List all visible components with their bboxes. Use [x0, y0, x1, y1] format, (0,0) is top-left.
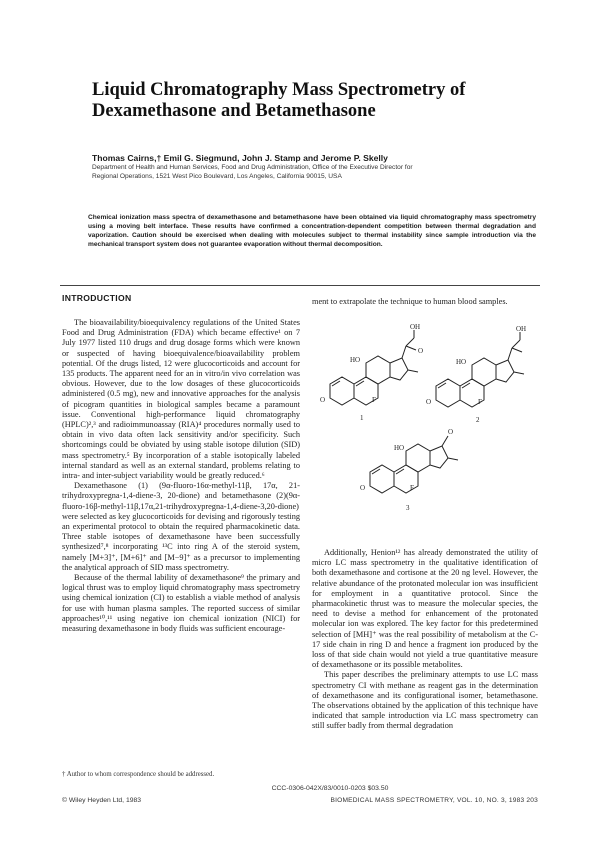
- copyright: © Wiley Heyden Ltd, 1983: [62, 797, 142, 804]
- structure-label-2: 2: [476, 416, 480, 424]
- ho-label: HO: [456, 358, 467, 366]
- left-column: [62, 318, 300, 770]
- paragraph: The bioavailability/bioequivalency regulations of the United States Food and Drug Administration (FDA) which became effective¹ on 7 July 1977 listed 110 drugs and drug dosage forms which were known or suspected of having bioequivalence/bioavailability problem potential. Of the drugs listed, 12 were glucocorticoids and account for 135 products. The apparent need for an in vitro/in vivo correlation was obvious. However, due to the low dosages of these glucocorticoids administered (0.5 mg), new and innovative approaches for the analysis of picogram quantities in biological samples became a paramount issue. Conventional high-performance liquid chromatography (HPLC)²,³ and radioimmunoassay (RIA)⁴ procedures normally used to obtain in vivo data often lack sensitivity and/or specificity. Such shortcomings could be obviated by using stable isotope dilution (SID) mass spectrometry.⁵ By incorporation of a stable isotopically labeled internal standard as well as an external standard, problems relating to intra- and inter-subject variability would be greatly reduced.⁶: [62, 318, 300, 481]
- f-label: F: [478, 398, 482, 406]
- section-rule: [60, 285, 540, 286]
- ho-label: HO: [350, 356, 361, 364]
- section-heading: INTRODUCTION: [62, 293, 132, 303]
- o-label: O: [320, 396, 326, 404]
- o-label: O: [448, 428, 454, 436]
- right-column-bottom: [312, 548, 538, 786]
- title-line-2: Dexamethasone and Betamethasone: [92, 101, 376, 121]
- affiliation-line-2: Regional Operations, 1521 West Pico Boulevard, Los Angeles, California 90015, USA: [92, 172, 342, 180]
- title-line-1: Liquid Chromatography Mass Spectrometry of: [92, 80, 466, 100]
- author-list: Thomas Cairns,† Emil G. Siegmund, John J. Stamp and Jerome P. Skelly: [92, 153, 388, 163]
- f-label: F: [410, 484, 414, 492]
- o-label: O: [426, 398, 432, 406]
- ring-c: [366, 356, 390, 384]
- ho-label: HO: [394, 444, 405, 452]
- affiliation-line-1: Department of Health and Human Services, Food and Drug Administration, Office of the Executive Director for: [92, 164, 413, 171]
- affiliation: [92, 164, 532, 181]
- right-column-top: [312, 297, 538, 307]
- footnote: † Author to whom correspondence should be addressed.: [62, 771, 215, 778]
- oh-label: OH: [516, 325, 527, 333]
- steroid-structures-figure: [310, 322, 542, 534]
- structure-betamethasone: [436, 332, 524, 407]
- structure-label-1: 1: [360, 414, 364, 422]
- ccc-code: CCC-0306-042X/83/0010-0203 $03.50: [271, 785, 389, 792]
- abstract: Chemical ionization mass spectra of dexamethasone and betamethasone have been obtained via liquid chromatography mass spectrometry using a moving belt interface. These results have confirmed a concentration-dependent competition between thermal degradation and vaporization. Caution should be exercised when dealing with molecules subject to thermal instability since sample introduction via the mechanical transport system does not guarantee evaporation without thermal decomposition.: [88, 214, 536, 248]
- f-label: F: [372, 396, 376, 404]
- paragraph-continued: ment to extrapolate the technique to human blood samples.: [312, 297, 508, 306]
- structure-label-3: 3: [406, 504, 410, 512]
- structure-3: [370, 436, 458, 493]
- structure-dexamethasone: [330, 330, 418, 405]
- article-title: [92, 80, 532, 122]
- ring-a: [330, 377, 354, 405]
- paragraph: Dexamethasone (1) (9α-fluoro-16α-methyl-11β, 17α, 21-trihydroxypregna-1,4-diene-3, 20-dione) and betamethasone (2)(9α-fluoro-16β-methyl-11β,17α,21-trihydroxypregna-1,4-diene-3,20-dione) were selected as key glucocorticoids for devising and rigorously testing an experimental protocol to obtain the required pharmacokinetic data. Three stable isotopes of dexamethasone have been successfully synthesized⁷,⁸ incorporating ¹³C into ring A of the steroid system, namely [M+3]⁺, [M+6]⁺ and [M−9]⁺ as a precursor to implementing the analytical approach of SID mass spectrometry.: [62, 481, 300, 572]
- paragraph: Because of the thermal lability of dexamethasone⁹ the primary and logical thrust was to employ liquid chromatography mass spectrometry using chemical ionization (CI) to establish a viable method of analysis for use with human plasma samples. The reported success of similar approaches¹⁰,¹¹ using negative ion chemical ionization (NICI) for measuring dexamethasone in body fluids was sufficient encourage-: [62, 573, 300, 634]
- journal-footer: BIOMEDICAL MASS SPECTROMETRY, VOL. 10, NO. 3, 1983 203: [330, 797, 538, 804]
- paragraph: This paper describes the preliminary attempts to use LC mass spectrometry CI with methane as reagent gas in the determination of dexamethasone and its configurational isomer, betamethasone. The observations obtained by the application of this technique have indicated that sample introduction via LC mass spectrometry can still suffer badly from thermal degradation: [312, 670, 538, 731]
- o-label: O: [418, 347, 424, 355]
- oh-label: OH: [410, 323, 421, 331]
- ring-d: [390, 358, 408, 380]
- paragraph: Additionally, Henion¹² has already demonstrated the utility of micro LC mass spectrometry in the qualitative identification of both dexamethasone and cortisone at the 20 ng level. However, the relative abundance of the protonated molecular ion was insufficient for employment in a quantitative protocol. Since the pharmacokinetic thrust was to measure the molecular species, the need to devise a method for enhancement of the protonated molecular ion was explored. The key factor for this predetermined selection of [MH]⁺ was the real possibility of metabolism at the C-17 side chain in ring D and hence a fragment ion produced by the loss of that side chain would not yield a true quantitative measure of dexamethasone or its possible metabolites.: [312, 548, 538, 670]
- o-label: O: [360, 484, 366, 492]
